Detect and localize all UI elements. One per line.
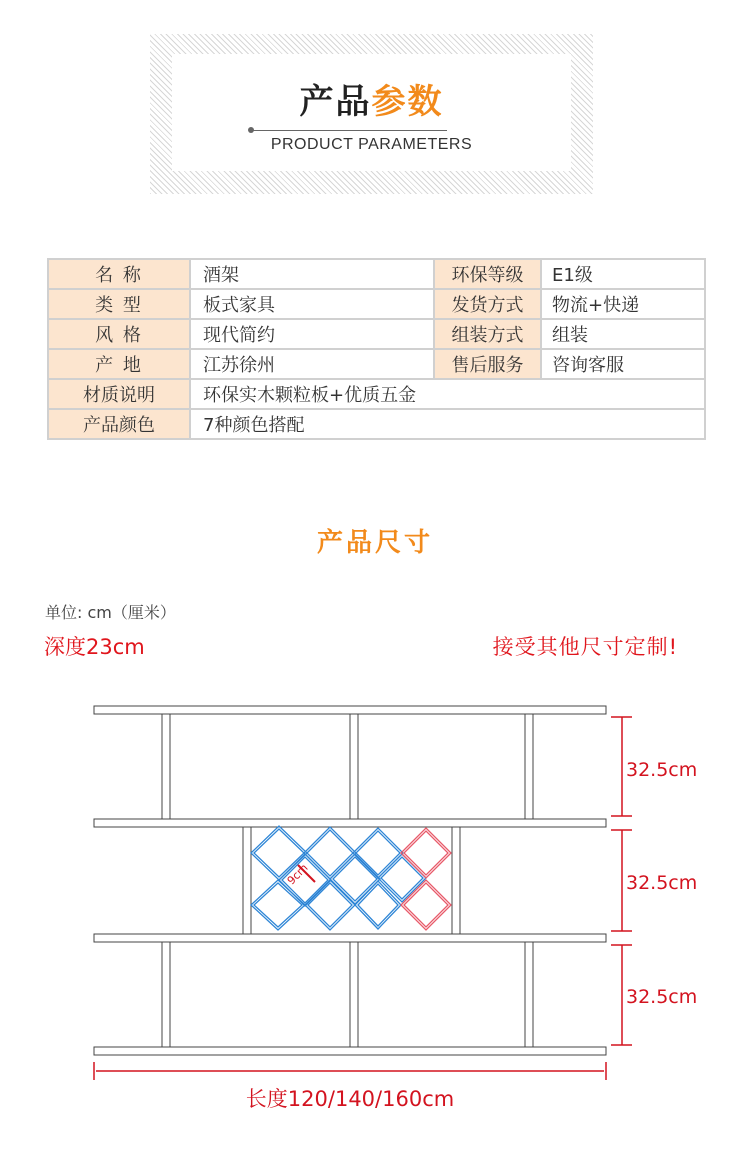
param-label: 风 格 [48, 319, 190, 349]
custom-note: 接受其他尺寸定制! [492, 635, 678, 659]
title-orange: 参数 [371, 82, 444, 122]
height-label-1: 32.5cm [626, 759, 698, 781]
param-value: 组装 [541, 319, 705, 349]
shelf-upright [452, 827, 460, 934]
shelf-upright [525, 714, 533, 819]
param-value: 7种颜色搭配 [190, 409, 705, 439]
title-underline [252, 130, 447, 131]
length-dimension [94, 1062, 606, 1080]
shelf-board [94, 934, 606, 942]
shelf-board [94, 706, 606, 714]
param-label: 组装方式 [434, 319, 541, 349]
shelf-board [94, 819, 606, 827]
param-value: 酒架 [190, 259, 434, 289]
table-row [48, 319, 705, 349]
depth-note: 深度23cm [44, 635, 145, 659]
param-label: 售后服务 [434, 349, 541, 379]
param-value: 咨询客服 [541, 349, 705, 379]
header-content [150, 34, 593, 194]
shelf-upright [350, 942, 358, 1047]
param-value: E1级 [541, 259, 705, 289]
param-value: 环保实木颗粒板+优质五金 [190, 379, 705, 409]
shelf-diagram [0, 690, 750, 1090]
param-label: 产品颜色 [48, 409, 190, 439]
title-dark: 产品 [299, 82, 372, 122]
table-row [48, 349, 705, 379]
param-value: 江苏徐州 [190, 349, 434, 379]
table-row [48, 289, 705, 319]
param-value: 板式家具 [190, 289, 434, 319]
length-label: 长度120/140/160cm [245, 1087, 455, 1111]
shelf-upright [525, 942, 533, 1047]
param-value: 现代简约 [190, 319, 434, 349]
table-row [48, 409, 705, 439]
shelf-upright [350, 714, 358, 819]
param-label: 环保等级 [434, 259, 541, 289]
page-title [150, 74, 593, 123]
page-subtitle: PRODUCT PARAMETERS [270, 136, 473, 153]
table-row [48, 259, 705, 289]
shelf-board [94, 1047, 606, 1055]
param-label: 材质说明 [48, 379, 190, 409]
shelf-upright [162, 714, 170, 819]
shelf-upright [162, 942, 170, 1047]
cell-size-label: 9cm [284, 861, 311, 888]
shelf-upright [243, 827, 251, 934]
param-value: 物流+快递 [541, 289, 705, 319]
size-section-title: 产品尺寸 [316, 528, 433, 558]
param-label: 产 地 [48, 349, 190, 379]
height-label-2: 32.5cm [626, 872, 698, 894]
height-label-3: 32.5cm [626, 986, 698, 1008]
param-label: 名 称 [48, 259, 190, 289]
params-table [47, 258, 706, 440]
wine-rack-lattice [251, 826, 451, 930]
param-label: 发货方式 [434, 289, 541, 319]
table-row [48, 379, 705, 409]
param-label: 类 型 [48, 289, 190, 319]
unit-note: 单位: cm（厘米） [45, 603, 176, 622]
